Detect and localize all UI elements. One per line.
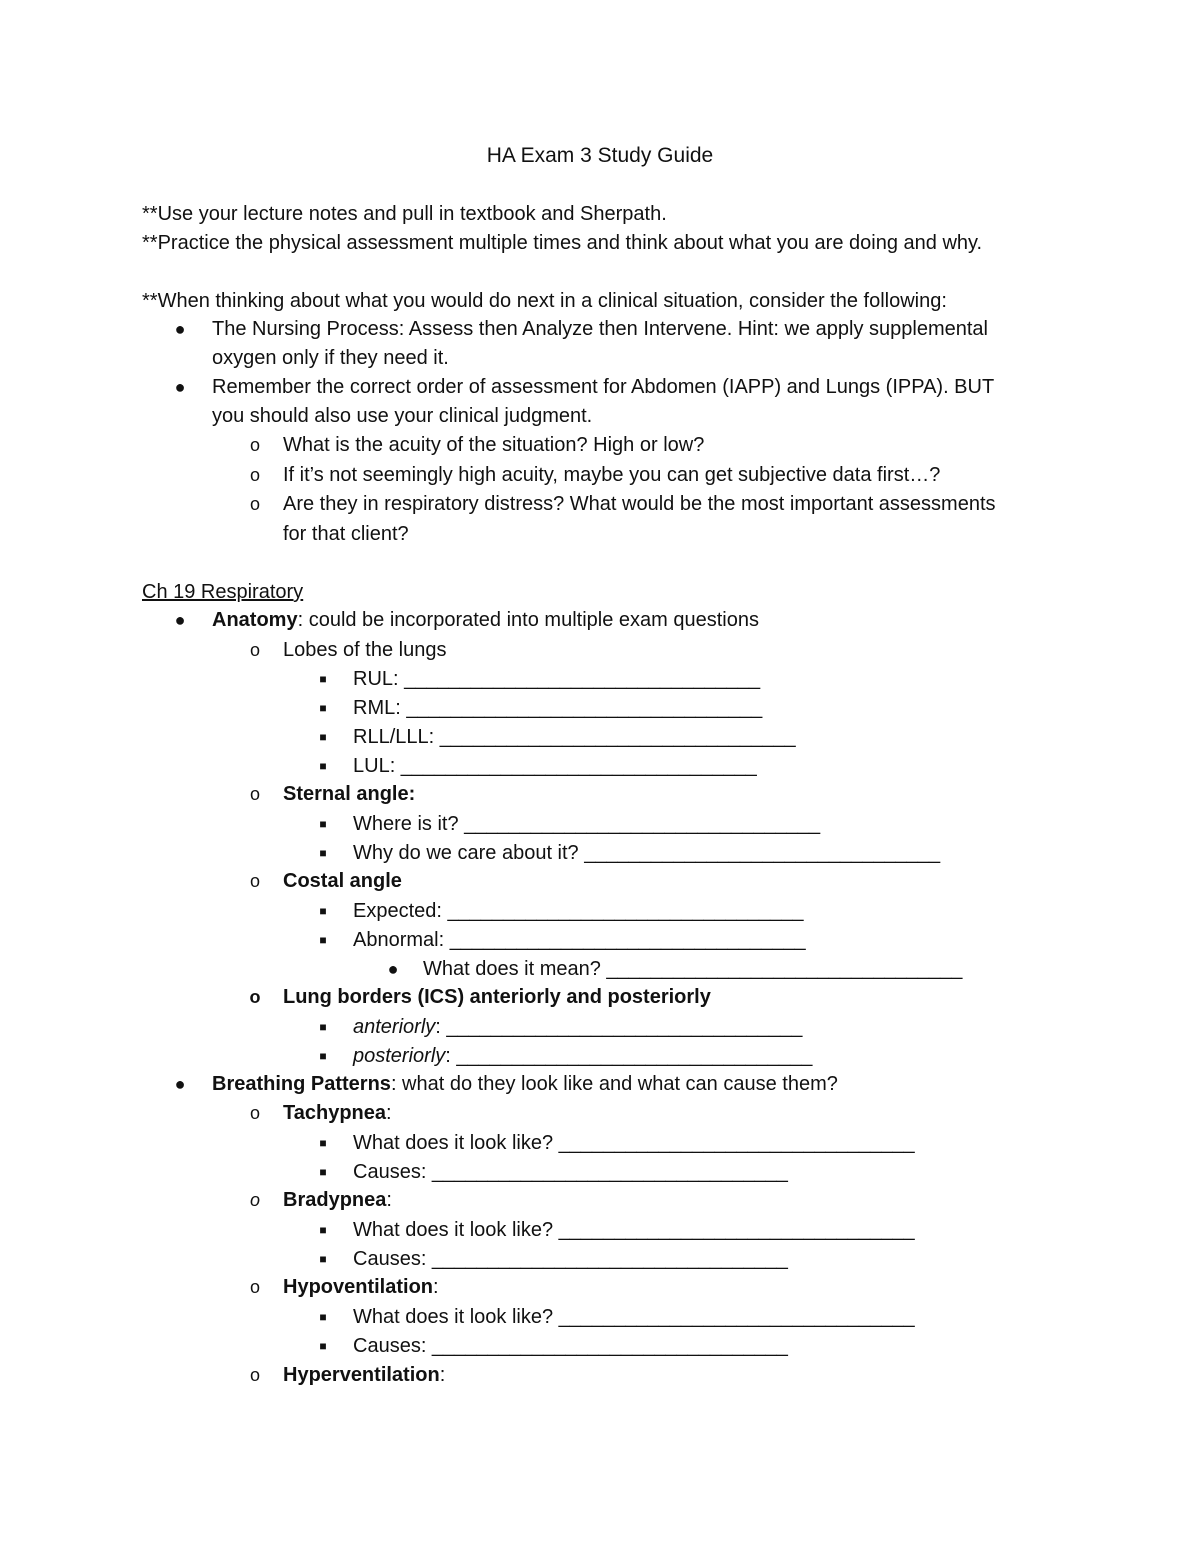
- circle-marker: o: [249, 494, 260, 514]
- hyperventilation-label: Hyperventilation: [283, 1364, 440, 1386]
- list-item-order-assessment: Remember the correct order of assessment for Abdomen (IAPP) and Lungs (IPPA). BUT: [212, 376, 995, 398]
- circle-marker: o: [249, 1190, 260, 1210]
- list-item-what-mean: What does it mean? ________________________________: [423, 958, 963, 980]
- anatomy-text: : could be incorporated into multiple exam questions: [297, 609, 759, 631]
- posteriorly-label: posteriorly: [353, 1045, 446, 1067]
- circle-marker: o: [249, 465, 260, 485]
- list-item-acuity: What is the acuity of the situation? High or low?: [283, 434, 705, 456]
- bullet-marker: ●: [387, 959, 399, 979]
- circle-marker: o: [249, 1277, 260, 1297]
- list-item-costal-angle: [283, 867, 402, 895]
- list-item-abnormal: Abnormal: ________________________________: [353, 929, 806, 951]
- square-marker: ■: [319, 672, 327, 686]
- list-item-sternal-angle: [283, 780, 415, 808]
- circle-marker: o: [249, 784, 260, 804]
- square-marker: ■: [319, 1252, 327, 1266]
- list-item-where: Where is it? ________________________________: [353, 813, 821, 835]
- list-item-anteriorly: [353, 1013, 802, 1041]
- list-item-anatomy: [212, 606, 759, 634]
- list-item-posteriorly: [353, 1042, 812, 1070]
- list-item-causes: Causes: ________________________________: [353, 1248, 788, 1270]
- colon: :: [386, 1102, 392, 1124]
- list-item-distress: Are they in respiratory distress? What would be the most important assessments: [283, 493, 996, 515]
- list-item-rml: RML: ________________________________: [353, 697, 763, 719]
- breathing-patterns-text: : what do they look like and what can cause them?: [390, 1073, 838, 1095]
- list-item-lobes: Lobes of the lungs: [283, 639, 447, 661]
- bullet-marker: ●: [174, 610, 186, 630]
- list-item-order-assessment-cont: you should also use your clinical judgment.: [212, 405, 593, 427]
- circle-marker: o: [249, 640, 260, 660]
- list-item-hypoventilation: [283, 1273, 439, 1301]
- square-marker: ■: [319, 759, 327, 773]
- circle-marker: o: [249, 871, 260, 891]
- bradypnea-label: Bradypnea: [283, 1189, 387, 1211]
- sternal-angle-label: Sternal angle:: [283, 783, 416, 805]
- colon: :: [433, 1276, 439, 1298]
- list-item-breathing-patterns: [212, 1070, 838, 1098]
- square-marker: ■: [319, 1136, 327, 1150]
- colon: :: [439, 1364, 446, 1386]
- square-marker: ■: [319, 1165, 327, 1179]
- circle-marker: o: [249, 1365, 260, 1385]
- bullet-marker: ●: [174, 319, 186, 339]
- list-item-distress-cont: for that client?: [283, 523, 409, 545]
- list-item-lul: LUL: ________________________________: [353, 755, 757, 777]
- square-marker: ■: [319, 846, 327, 860]
- lung-borders-label: Lung borders (ICS) anteriorly and posteriorly: [283, 986, 711, 1008]
- list-item-causes: Causes: ________________________________: [353, 1335, 788, 1357]
- square-marker: ■: [319, 701, 327, 715]
- anteriorly-label: anteriorly: [353, 1016, 436, 1038]
- bullet-marker: ●: [174, 1074, 186, 1094]
- costal-angle-label: Costal angle: [283, 870, 402, 892]
- list-item-nursing-process-cont: oxygen only if they need it.: [212, 347, 449, 369]
- list-item-why: Why do we care about it? ________________________________: [353, 842, 941, 864]
- bullet-marker: ●: [174, 377, 186, 397]
- list-item-hyperventilation: [283, 1361, 445, 1389]
- anteriorly-blank: : ________________________________: [435, 1016, 803, 1038]
- posteriorly-blank: : ________________________________: [445, 1045, 813, 1067]
- list-item-expected: Expected: ________________________________: [353, 900, 804, 922]
- list-item-tachypnea: [283, 1099, 392, 1127]
- intro-line-1: **Use your lecture notes and pull in textbook and Sherpath.: [142, 203, 667, 225]
- list-item-subjective: If it’s not seemingly high acuity, maybe you can get subjective data first…?: [283, 464, 941, 486]
- list-item-lung-borders: [283, 983, 711, 1011]
- square-marker: ■: [319, 730, 327, 744]
- list-item-look: What does it look like? ________________________________: [353, 1132, 915, 1154]
- square-marker: ■: [319, 1223, 327, 1237]
- list-item-causes: Causes: ________________________________: [353, 1161, 788, 1183]
- square-marker: ■: [319, 817, 327, 831]
- list-item-nursing-process: The Nursing Process: Assess then Analyze then Intervene. Hint: we apply supplemental: [212, 318, 988, 340]
- hypoventilation-label: Hypoventilation: [283, 1276, 434, 1298]
- breathing-patterns-label: Breathing Patterns: [212, 1073, 391, 1095]
- square-marker: ■: [319, 1049, 327, 1063]
- colon: :: [386, 1189, 392, 1211]
- list-item-bradypnea: [283, 1186, 392, 1214]
- section-heading-ch19: Ch 19 Respiratory: [142, 581, 304, 603]
- tachypnea-label: Tachypnea: [283, 1102, 386, 1124]
- list-item-look: What does it look like? ________________________________: [353, 1219, 915, 1241]
- circle-marker: o: [249, 987, 261, 1007]
- circle-marker: o: [249, 435, 260, 455]
- intro-line-3: **When thinking about what you would do next in a clinical situation, consider the following:: [142, 290, 947, 312]
- list-item-rul: RUL: ________________________________: [353, 668, 761, 690]
- square-marker: ■: [319, 933, 327, 947]
- circle-marker: o: [249, 1103, 260, 1123]
- square-marker: ■: [319, 1339, 327, 1353]
- document-title: HA Exam 3 Study Guide: [486, 144, 714, 167]
- anatomy-label: Anatomy: [212, 609, 298, 631]
- square-marker: ■: [319, 1310, 327, 1324]
- intro-line-2: **Practice the physical assessment multiple times and think about what you are doing and why.: [142, 232, 983, 254]
- square-marker: ■: [319, 1020, 327, 1034]
- list-item-look: What does it look like? ________________________________: [353, 1306, 915, 1328]
- list-item-rll-lll: RLL/LLL: ________________________________: [353, 726, 796, 748]
- square-marker: ■: [319, 904, 327, 918]
